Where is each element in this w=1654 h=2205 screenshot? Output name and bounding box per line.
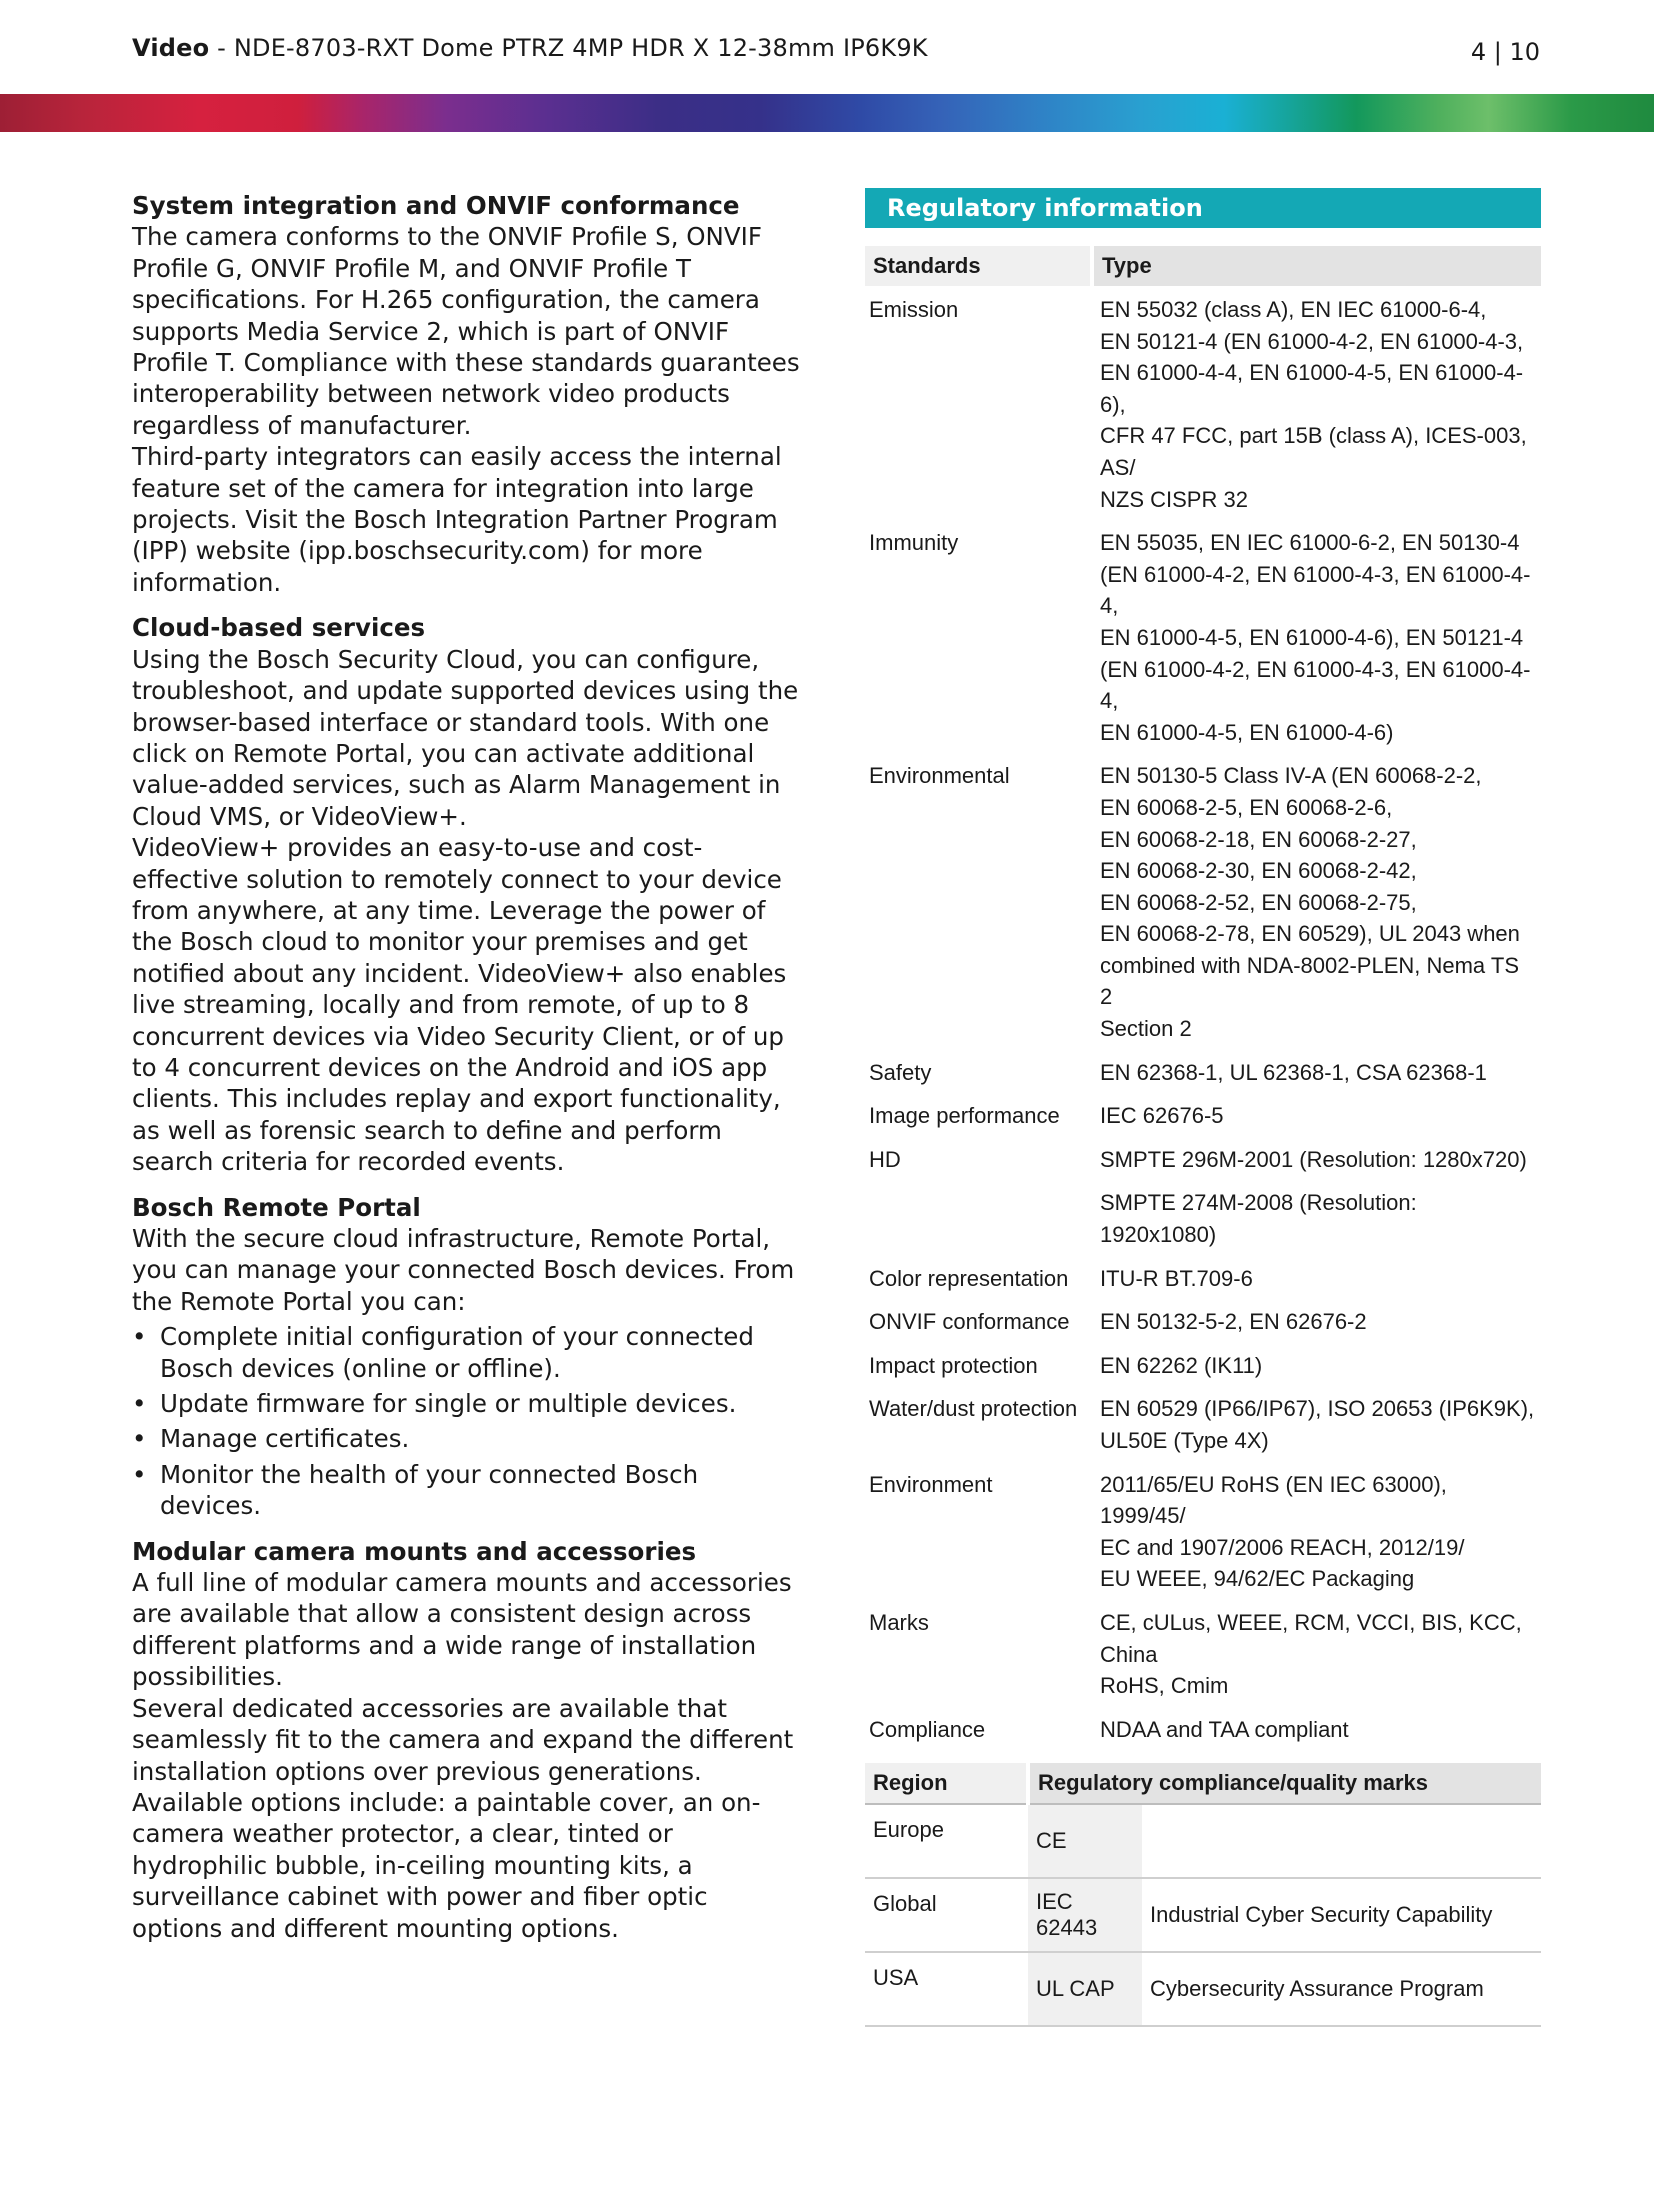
table-row bbox=[865, 1878, 1541, 1952]
section-onvif bbox=[132, 190, 802, 598]
standard-label: Image performance bbox=[869, 1103, 1060, 1129]
region-rows bbox=[865, 1804, 1541, 2026]
paragraph: VideoView+ provides an easy-to-use and cost-effective solution to remotely connect to your device from anywhere, at any time. Leverage the power of the Bosch cloud to monitor your premises and get notified about any incident. VideoView+ also enables live streaming, locally and from remote, of up to 8 concurrent devices via Video Security Client, or of up to 4 concurrent devices on the Android and iOS app clients. This includes replay and export functionality, as well as forensic search to define and perform search criteria for recorded events. bbox=[132, 833, 787, 1177]
left-column bbox=[132, 190, 802, 1958]
type-line: CE, cULus, WEEE, RCM, VCCI, BIS, KCC, China bbox=[1100, 1609, 1522, 1667]
standard-type bbox=[1092, 519, 1541, 752]
region-description bbox=[1142, 1804, 1541, 1878]
section-cloud bbox=[132, 612, 802, 1177]
table-row bbox=[865, 519, 1541, 752]
paragraph: Third-party integrators can easily access the internal feature set of the camera for integration into large projects. Visit the Bosch Integration Partner Program (IPP) website (ipp.boschsecurity.com) for more information. bbox=[132, 442, 782, 597]
standard-type bbox=[1092, 1706, 1541, 1750]
regulatory-title: Regulatory information bbox=[865, 188, 1541, 228]
paragraph: With the secure cloud infrastructure, Remote Portal, you can manage your connected Bosch devices. From the Remote Portal you can: bbox=[132, 1224, 795, 1316]
standard-label: Safety bbox=[869, 1059, 932, 1085]
header-title: NDE-8703-RXT Dome PTRZ 4MP HDR X 12-38mm IP6K9K bbox=[233, 34, 928, 62]
paragraph: Several dedicated accessories are available that seamlessly fit to the camera and expand the different installation options over previous generations. Available options include: a paintable cover, an on-camera weather protector, a clear, tinted or hydrophilic bubble, in-ceiling mounting kits, a surveillance cabinet with power and fiber optic options and different mounting options. bbox=[132, 1693, 794, 1943]
page-header bbox=[132, 34, 928, 62]
region-mark: UL CAP bbox=[1028, 1952, 1142, 2026]
type-line: EN 60068-2-78, EN 60529), UL 2043 when bbox=[1100, 921, 1520, 947]
table-row bbox=[865, 1599, 1541, 1706]
type-line: SMPTE 274M-2008 (Resolution: 1920x1080) bbox=[1100, 1190, 1417, 1248]
standard-type bbox=[1092, 1599, 1541, 1706]
type-line: UL50E (Type 4X) bbox=[1100, 1428, 1269, 1453]
table-row bbox=[865, 1952, 1541, 2026]
type-line: EN 60068-2-52, EN 60068-2-75, bbox=[1100, 889, 1417, 915]
table-row bbox=[865, 286, 1541, 519]
standard-label: Environmental bbox=[869, 763, 1010, 789]
type-line: ITU-R BT.709-6 bbox=[1100, 1265, 1253, 1291]
standard-label: Water/dust protection bbox=[869, 1396, 1078, 1422]
column-header-region: Region bbox=[865, 1763, 1028, 1804]
table-row bbox=[865, 1804, 1541, 1878]
region-name: Global bbox=[865, 1878, 1028, 1952]
section-heading: Bosch Remote Portal bbox=[132, 1192, 421, 1222]
page-number: 4 | 10 bbox=[1470, 38, 1540, 66]
type-line: RoHS, Cmim bbox=[1100, 1673, 1229, 1699]
column-header-type: Type bbox=[1092, 246, 1541, 286]
type-line: IEC 62676-5 bbox=[1100, 1103, 1224, 1129]
type-line: EC and 1907/2006 REACH, 2012/19/ bbox=[1100, 1534, 1465, 1560]
section-heading: Cloud-based services bbox=[132, 613, 426, 643]
region-mark: CE bbox=[1028, 1804, 1142, 1878]
brand-color-bar bbox=[0, 94, 1654, 132]
table-row bbox=[865, 1298, 1541, 1342]
table-row bbox=[865, 1255, 1541, 1299]
region-mark: IEC 62443 bbox=[1028, 1878, 1142, 1952]
standard-label: Color representation bbox=[869, 1265, 1069, 1291]
table-row bbox=[865, 1342, 1541, 1386]
type-line: EN 50132-5-2, EN 62676-2 bbox=[1100, 1309, 1367, 1335]
list-item: • Complete initial configuration of your connected Bosch devices (online or offline). bbox=[132, 1321, 802, 1384]
type-line: EN 55035, EN IEC 61000-6-2, EN 50130-4 bbox=[1100, 530, 1520, 556]
region-description: Industrial Cyber Security Capability bbox=[1142, 1878, 1541, 1952]
standard-label: HD bbox=[869, 1146, 901, 1172]
paragraph: Using the Bosch Security Cloud, you can configure, troubleshoot, and update supported devices using the browser-based interface or standard tools. With one click on Remote Portal, you can activate additional value-added services, such as Alarm Management in Cloud VMS, or VideoView+. bbox=[132, 644, 799, 831]
type-line: combined with NDA-8002-PLEN, Nema TS 2 bbox=[1100, 952, 1519, 1010]
table-row bbox=[865, 1092, 1541, 1136]
standard-label: Impact protection bbox=[869, 1352, 1038, 1378]
standard-label: Environment bbox=[869, 1471, 993, 1497]
type-line: EN 61000-4-5, EN 61000-4-6) bbox=[1100, 719, 1394, 745]
standard-label: Compliance bbox=[869, 1716, 986, 1742]
type-line: CFR 47 FCC, part 15B (class A), ICES-003, AS/ bbox=[1100, 423, 1527, 480]
standard-type bbox=[1092, 1136, 1541, 1180]
section-mounts bbox=[132, 1536, 802, 1944]
type-line: 2011/65/EU RoHS (EN IEC 63000), 1999/45/ bbox=[1100, 1471, 1447, 1529]
bullet-list bbox=[132, 1321, 802, 1521]
table-row bbox=[865, 1049, 1541, 1093]
type-line: (EN 61000-4-2, EN 61000-4-3, EN 61000-4-4, bbox=[1100, 561, 1531, 619]
standard-type bbox=[1092, 752, 1541, 1048]
type-line: EN 62368-1, UL 62368-1, CSA 62368-1 bbox=[1100, 1059, 1487, 1085]
list-item: • Monitor the health of your connected Bosch devices. bbox=[132, 1459, 802, 1522]
table-row bbox=[865, 1706, 1541, 1750]
standard-type bbox=[1092, 1179, 1541, 1254]
table-row bbox=[865, 1179, 1541, 1254]
section-remote-portal bbox=[132, 1192, 802, 1522]
section-heading: Modular camera mounts and accessories bbox=[132, 1536, 697, 1566]
type-line: EN 60068-2-5, EN 60068-2-6, bbox=[1100, 794, 1393, 820]
standard-type bbox=[1092, 1255, 1541, 1299]
type-line: EN 60068-2-30, EN 60068-2-42, bbox=[1100, 858, 1417, 884]
type-line: NZS CISPR 32 bbox=[1100, 486, 1248, 512]
region-table bbox=[865, 1763, 1541, 2027]
type-line: EU WEEE, 94/62/EC Packaging bbox=[1100, 1566, 1415, 1592]
type-line: NDAA and TAA compliant bbox=[1100, 1716, 1349, 1742]
standard-label: Emission bbox=[869, 297, 959, 322]
standard-label: ONVIF conformance bbox=[869, 1309, 1070, 1335]
standard-label: Marks bbox=[869, 1609, 929, 1635]
type-line: Section 2 bbox=[1100, 1016, 1192, 1042]
type-line: EN 50121-4 (EN 61000-4-2, EN 61000-4-3, bbox=[1100, 328, 1524, 354]
type-line: EN 50130-5 Class IV-A (EN 60068-2-2, bbox=[1100, 763, 1482, 789]
type-line: EN 55032 (class A), EN IEC 61000-6-4, bbox=[1100, 297, 1487, 322]
type-line: EN 62262 (IK11) bbox=[1100, 1352, 1263, 1378]
type-line: EN 60068-2-18, EN 60068-2-27, bbox=[1100, 826, 1417, 852]
table-row bbox=[865, 1136, 1541, 1180]
paragraph: A full line of modular camera mounts and accessories are available that allow a consistent design across different platforms and a wide range of installation possibilities. bbox=[132, 1568, 792, 1692]
standard-type bbox=[1092, 1461, 1541, 1599]
table-row bbox=[865, 752, 1541, 1048]
table-row bbox=[865, 1385, 1541, 1460]
column-header-marks: Regulatory compliance/quality marks bbox=[1028, 1763, 1541, 1804]
column-header-standards: Standards bbox=[865, 246, 1092, 286]
list-item: • Update firmware for single or multiple devices. bbox=[132, 1388, 802, 1419]
standards-rows bbox=[865, 286, 1541, 1749]
standard-type bbox=[1092, 1092, 1541, 1136]
standard-type bbox=[1092, 1298, 1541, 1342]
type-line: EN 61000-4-4, EN 61000-4-5, EN 61000-4-6), bbox=[1100, 360, 1524, 417]
header-section: Video bbox=[132, 34, 210, 62]
paragraph: The camera conforms to the ONVIF Profile S, ONVIF Profile G, ONVIF Profile M, and ONVIF Profile T specifications. For H.265 configuration, the camera supports Media Service 2, which is part of ONVIF Profile T. Compliance with these standards guarantees interoperability between network video products regardless of manufacturer. bbox=[132, 222, 800, 440]
header-separator: - bbox=[209, 34, 234, 62]
type-line: (EN 61000-4-2, EN 61000-4-3, EN 61000-4-4, bbox=[1100, 656, 1531, 714]
right-column bbox=[865, 188, 1541, 2027]
table-row bbox=[865, 1461, 1541, 1599]
region-description: Cybersecurity Assurance Program bbox=[1142, 1952, 1541, 2026]
standard-type bbox=[1092, 1049, 1541, 1093]
region-name: USA bbox=[865, 1952, 1028, 2026]
type-line: EN 60529 (IP66/IP67), ISO 20653 (IP6K9K), bbox=[1100, 1396, 1535, 1422]
standard-type bbox=[1092, 1385, 1541, 1460]
region-name: Europe bbox=[865, 1804, 1028, 1878]
standards-table bbox=[865, 246, 1541, 1749]
standard-label: Immunity bbox=[869, 530, 959, 556]
section-heading: System integration and ONVIF conformance bbox=[132, 191, 740, 220]
type-line: SMPTE 296M-2001 (Resolution: 1280x720) bbox=[1100, 1146, 1527, 1172]
standard-type bbox=[1092, 1342, 1541, 1386]
standard-label bbox=[865, 1179, 1092, 1254]
standard-type bbox=[1092, 286, 1541, 519]
list-item: • Manage certificates. bbox=[132, 1423, 802, 1454]
type-line: EN 61000-4-5, EN 61000-4-6), EN 50121-4 bbox=[1100, 624, 1524, 650]
